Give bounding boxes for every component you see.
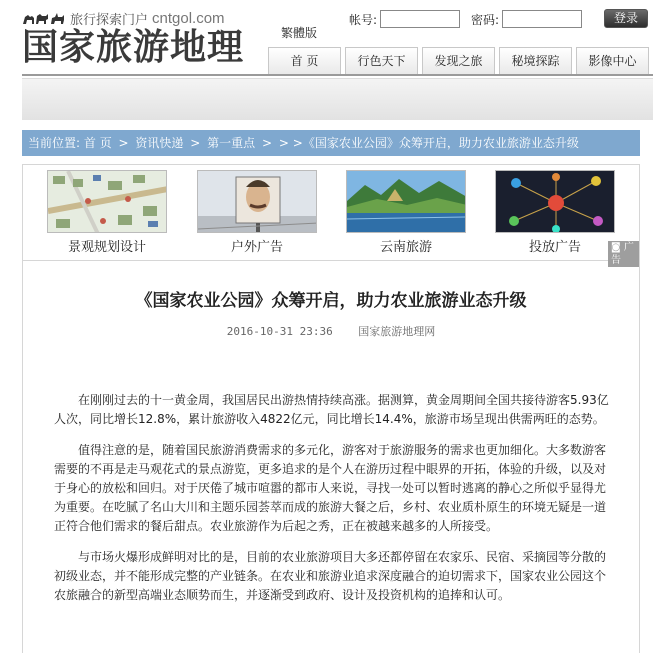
billboard-thumbnail [197, 170, 317, 233]
breadcrumb-separator: > [118, 136, 129, 150]
logo-tagline-row [22, 10, 225, 26]
nav-divider [22, 74, 653, 76]
article-meta [23, 323, 639, 339]
nav-tab-home[interactable]: 首 页 [268, 47, 341, 74]
traditional-chinese-link[interactable]: 繁體版 [281, 26, 318, 40]
ad-caption: 景观规划设计 [67, 240, 146, 255]
animals-silhouette-icon [22, 11, 66, 25]
ad-caption: 投放广告 [528, 240, 581, 255]
account-input[interactable] [380, 10, 460, 28]
ad-strip [22, 164, 640, 266]
article-title: 《国家农业公园》众筹开启，助力农业旅游业态升级 [135, 291, 527, 311]
password-input[interactable] [502, 10, 582, 28]
banner-bar [22, 78, 653, 120]
account-label: 帐号: [349, 12, 378, 27]
article-date: 2016-10-31 23:36 [226, 325, 333, 338]
network-diagram-thumbnail [495, 170, 615, 233]
password-label: 密码: [471, 12, 500, 27]
breadcrumb-news[interactable]: 资讯快递 [135, 136, 184, 150]
ad-billboard[interactable] [197, 170, 317, 255]
login-button[interactable]: 登录 [604, 9, 648, 28]
ad-caption: 户外广告 [230, 240, 283, 255]
site-header [0, 0, 653, 78]
nav-tab-discovery[interactable]: 发现之旅 [422, 47, 495, 74]
site-logo[interactable]: 国家旅游地理 [22, 26, 245, 68]
ad-yunnan[interactable] [346, 170, 466, 255]
breadcrumb-prefix: 当前位置: [28, 136, 81, 150]
logo-domain: cntgol.com [152, 9, 225, 27]
breadcrumb [22, 130, 640, 156]
main-nav [268, 47, 653, 74]
article-paragraph: 值得注意的是，随着国民旅游消费需求的多元化，游客对于旅游服务的需求也更加细化。大多数游客需要的不再是走马观花式的景点游览，更多追求的是个人在游历过程中眼界的开拓，体验的升级，以及对于身心的放松和回归。对于厌倦了城市喧嚣的都市人来说，寻找一处可以暂时逃离的静心之所似乎显得尤为重要。在吃腻了名山大川和主题乐园荟萃而成的旅游大餐之后，乡村、农业质朴原生的环境无疑是一道正符合他们需求的餐后甜点。农业旅游作为后起之秀，正在被越来越多的人所接受。 [54, 443, 607, 533]
password-group [471, 9, 582, 29]
article [22, 261, 640, 653]
breadcrumb-current: > >《国家农业公园》众筹开启，助力农业旅游业态升级 [278, 136, 579, 150]
ad-badge-label: 广告 [611, 242, 634, 266]
breadcrumb-separator: > [190, 136, 201, 150]
logo-tagline: 旅行探索门户 [70, 12, 149, 28]
breadcrumb-home[interactable]: 首 页 [83, 136, 112, 150]
breadcrumb-separator: > [262, 136, 273, 150]
nav-tab-travel[interactable]: 行色天下 [345, 47, 418, 74]
article-paragraph: 与市场火爆形成鲜明对比的是，目前的农业旅游项目大多还都停留在农家乐、民宿、采摘园等分散的初级业态，并不能形成完整的产业链条。在农业和旅游业追求深度融合的迫切需求下，国家农业公园这个农旅融合的新型高端业态顺势而生，并逐渐受到政府、设计及投资机构的追捧和认可。 [54, 550, 607, 602]
article-paragraph: 在刚刚过去的十一黄金周，我国居民出游热情持续高涨。据测算，黄金周期间全国共接待游客5.93亿人次，同比增长12.8%，累计旅游收入4822亿元，同比增长14.4%，旅游市场呈现出供需两旺的态势。 [54, 393, 609, 426]
ad-landscape[interactable] [47, 170, 167, 255]
account-group [349, 9, 460, 29]
article-source[interactable]: 国家旅游地理网 [358, 325, 436, 338]
article-body [54, 391, 614, 617]
breadcrumb-focus[interactable]: 第一重点 [207, 136, 256, 150]
lake-mountain-thumbnail [346, 170, 466, 233]
landscape-plan-thumbnail [47, 170, 167, 233]
ad-marker-icon: ◙ [611, 242, 621, 253]
nav-tab-gallery[interactable]: 影像中心 [576, 47, 649, 74]
ad-placement[interactable] [495, 170, 615, 255]
ad-caption: 云南旅游 [379, 240, 432, 255]
nav-tab-explore[interactable]: 秘境探踪 [499, 47, 572, 74]
